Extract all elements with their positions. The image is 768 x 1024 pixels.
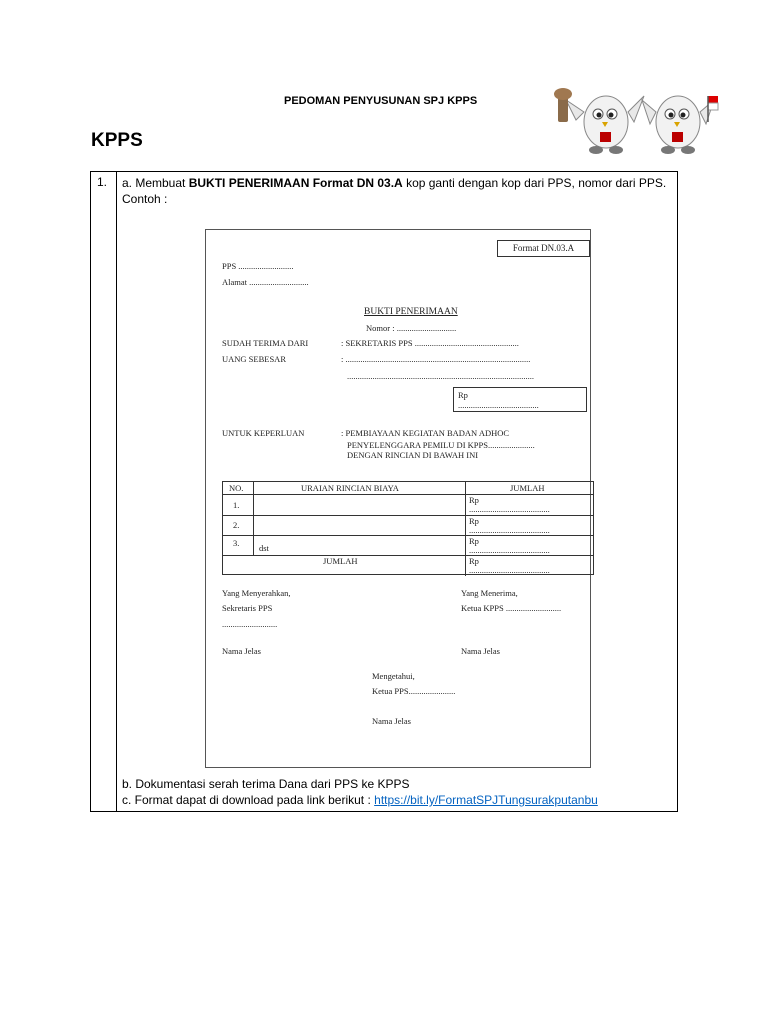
doc-title: BUKTI PENERIMAAN (364, 307, 458, 317)
keperluan-line-2: PENYELENGGARA PEMILU DI KPPS...................... (347, 440, 535, 450)
right-sig-2: Ketua KPPS .......................... (461, 603, 562, 613)
right-sig-1: Yang Menerima, (461, 588, 518, 598)
col-no-header: NO. (229, 483, 244, 493)
total-label: JUMLAH (323, 556, 358, 566)
keperluan-line-3: DENGAN RINCIAN DI BAWAH INI (347, 450, 479, 460)
row-2-dots: ...................................... (469, 525, 550, 535)
instruction-a-prefix: a. Membuat (122, 176, 189, 190)
nomor-line: Nomor : ............................ (366, 323, 457, 333)
uang-value-2: ........................................................................................ (347, 371, 534, 381)
total-value: Rp (469, 556, 479, 566)
uang-value: : ....................................................................................... (341, 354, 531, 364)
row-3-uraian: dst (259, 543, 269, 553)
mengetahui-nama-jelas: Nama Jelas (372, 716, 411, 726)
instruction-a-suffix: kop ganti dengan kop dari PPS, nomor dari PPS. (402, 176, 667, 190)
alamat-line: Alamat ............................ (222, 277, 309, 287)
pps-line: PPS .......................... (222, 261, 294, 271)
rp-label: Rp (458, 390, 468, 400)
form-example-image (205, 229, 591, 768)
instruction-a (122, 175, 674, 191)
sudah-terima-label: SUDAH TERIMA DARI (222, 338, 309, 348)
row-3-no: 3. (233, 538, 240, 548)
instruction-footer (122, 776, 674, 808)
instruction-c-prefix: c. Format dapat di download pada link berikut : (122, 793, 375, 807)
mascot-logo (548, 82, 724, 160)
instruction-b: b. Dokumentasi serah terima Dana dari PPS ke KPPS (122, 777, 410, 791)
right-nama-jelas: Nama Jelas (461, 646, 500, 656)
uang-label: UANG SEBESAR (222, 354, 286, 364)
keperluan-line-1: : PEMBIAYAAN KEGIATAN BADAN ADHOC (341, 428, 510, 438)
left-sig-1: Yang Menyerahkan, (222, 588, 291, 598)
row-3-dots: ...................................... (469, 545, 550, 555)
download-link[interactable]: https://bit.ly/FormatSPJTungsurakputanbu (374, 793, 598, 807)
col-uraian-header: URAIAN RINCIAN BIAYA (301, 483, 399, 493)
left-nama-jelas: Nama Jelas (222, 646, 261, 656)
page-header-title: PEDOMAN PENYUSUNAN SPJ KPPS (284, 95, 478, 107)
rp-box (453, 387, 587, 412)
mengetahui-label: Mengetahui, (372, 671, 415, 681)
keperluan-label: UNTUK KEPERLUAN (222, 428, 305, 438)
row-1-jumlah: Rp (469, 495, 479, 505)
row-3-jumlah: Rp (469, 536, 479, 546)
col-jumlah-header: JUMLAH (510, 483, 545, 493)
section-title: KPPS (91, 130, 143, 151)
instruction-c (122, 792, 674, 808)
row-1-no: 1. (233, 500, 240, 510)
contoh-label: Contoh : (122, 192, 168, 206)
row-2-no: 2. (233, 520, 240, 530)
row-2-jumlah: Rp (469, 516, 479, 526)
total-dots: ...................................... (469, 565, 550, 575)
item-number: 1. (97, 175, 108, 189)
rp-dots: ...................................... (458, 400, 539, 410)
number-column (91, 172, 117, 811)
instruction-content (122, 175, 674, 207)
format-label: Format DN.03.A (497, 240, 590, 257)
left-sig-2: Sekretaris PPS (222, 603, 273, 613)
row-1-dots: ...................................... (469, 504, 550, 514)
mengetahui-ketua: Ketua PPS...................... (372, 686, 456, 696)
rincian-table (222, 481, 594, 575)
instruction-a-bold: BUKTI PENERIMAAN Format DN 03.A (188, 176, 403, 190)
sudah-terima-value: : SEKRETARIS PPS ................................................. (341, 338, 519, 348)
left-sig-3: .......................... (222, 619, 278, 629)
